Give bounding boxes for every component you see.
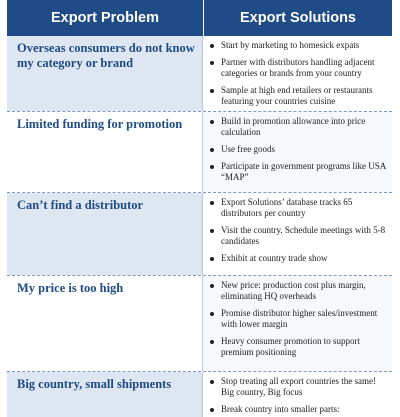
solution-text: Export Solutions’ database tracks 65 distributors per country (221, 197, 353, 218)
solution-item (209, 144, 388, 155)
problem-cell: Overseas consumers do not know my category or brand (7, 36, 203, 111)
table-row (7, 372, 392, 417)
solution-text: New price: production cost plus margin, eliminating HQ overheads (221, 280, 366, 301)
solution-text: Participate in government programs like USA “MAP” (221, 161, 386, 182)
solution-text: Exhibit at country trade show (221, 253, 328, 263)
solution-text: Heavy consumer promotion to support premium positioning (221, 336, 360, 357)
table-header (7, 0, 392, 36)
bullet-icon (210, 408, 214, 412)
solution-item (209, 253, 388, 264)
bullet-icon (210, 148, 214, 152)
export-problem-header: Export Problem (7, 0, 204, 36)
solution-item (209, 40, 388, 51)
bullet-icon (210, 340, 214, 344)
table-row (7, 112, 392, 193)
solution-text: Build in promotion allowance into price calculation (221, 116, 366, 137)
export-table (7, 0, 392, 417)
bullet-icon (210, 201, 214, 205)
bullet-icon (210, 312, 214, 316)
solution-text: Break country into smaller parts: (221, 404, 340, 414)
solution-text: Partner with distributors handling adjacent categories or brands from your country (221, 57, 375, 78)
solution-item (209, 404, 388, 415)
bullet-icon (210, 89, 214, 93)
solution-text: Use free goods (221, 144, 275, 154)
export-solutions-header: Export Solutions (204, 0, 392, 36)
solution-item (209, 57, 388, 79)
bullet-icon (210, 284, 214, 288)
solutions-cell (203, 372, 392, 417)
solution-item (209, 197, 388, 219)
solutions-cell (203, 112, 392, 192)
solution-text: Visit the country. Schedule meetings with 5-8 candidates (221, 225, 386, 246)
bullet-icon (210, 120, 214, 124)
bullet-icon (210, 380, 214, 384)
problem-cell: Can’t find a distributor (7, 193, 203, 275)
solution-item (209, 280, 388, 302)
problem-cell: Big country, small shipments (7, 372, 203, 417)
solution-item (209, 225, 388, 247)
bullet-icon (210, 229, 214, 233)
table-row (7, 276, 392, 372)
problem-cell: My price is too high (7, 276, 203, 371)
bullet-icon (210, 61, 214, 65)
bullet-icon (210, 165, 214, 169)
solution-item (209, 161, 388, 183)
bullet-icon (210, 44, 214, 48)
solution-text: Promise distributor higher sales/investment with lower margin (221, 308, 378, 329)
solutions-cell (203, 36, 392, 111)
solutions-cell (203, 276, 392, 371)
solution-text: Sample at high end retailers or restaurants featuring your countries cuisine (221, 85, 373, 106)
table-row (7, 193, 392, 276)
problem-cell: Limited funding for promotion (7, 112, 203, 192)
solution-item (209, 376, 388, 398)
solution-item (209, 116, 388, 138)
bullet-icon (210, 257, 214, 261)
solution-item (209, 308, 388, 330)
table-row (7, 36, 392, 112)
solution-item (209, 85, 388, 107)
solution-text: Stop treating all export countries the same! Big country, Big focus (221, 376, 376, 397)
solution-text: Start by marketing to homesick expats (221, 40, 360, 50)
solutions-cell (203, 193, 392, 275)
solution-item (209, 336, 388, 358)
